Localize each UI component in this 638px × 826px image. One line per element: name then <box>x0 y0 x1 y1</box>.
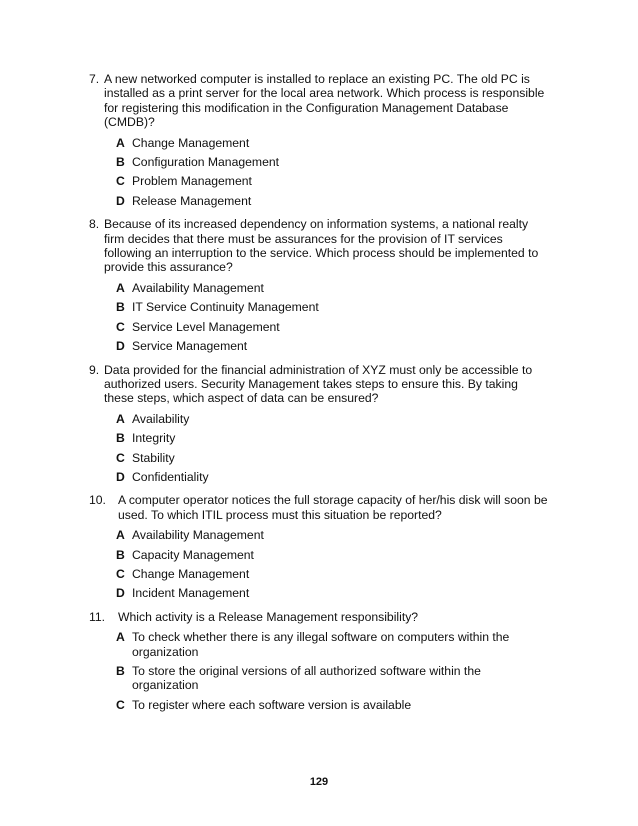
answer-option-c <box>116 174 549 188</box>
option-letter: A <box>116 528 125 543</box>
question-11 <box>89 610 549 712</box>
option-text: Incident Management <box>132 586 250 601</box>
option-letter: B <box>116 300 125 315</box>
question-text: A computer operator notices the full storage capacity of her/his disk will soon be used. To which ITIL process must this situation be reported? <box>118 493 548 522</box>
answer-option-b <box>116 664 549 693</box>
option-text: Integrity <box>132 431 176 446</box>
question-text: A new networked computer is installed to replace an existing PC. The old PC is installed as a print server for the local area network. Which process is responsible for registering this modification in the Configuration Management Database (CMDB)? <box>104 72 545 130</box>
question-stem <box>89 217 549 275</box>
answer-option-a <box>116 136 549 150</box>
question-text: Data provided for the financial administration of XYZ must only be accessible to authorized users. Security Management takes steps to ensure this. By taking these steps, which aspect of data can be ensured? <box>104 362 533 406</box>
question-number: 7. <box>89 72 100 86</box>
question-10 <box>89 493 549 600</box>
answer-options <box>89 630 549 712</box>
answer-option-b <box>116 548 549 562</box>
question-7 <box>89 72 549 208</box>
option-text: To store the original versions of all authorized software within the organization <box>132 664 481 693</box>
option-letter: B <box>116 155 125 170</box>
answer-option-c <box>116 698 549 712</box>
option-text: Stability <box>132 450 175 465</box>
option-letter: A <box>116 630 125 645</box>
option-text: To register where each software version is available <box>132 697 412 712</box>
option-letter: B <box>116 664 125 678</box>
option-letter: C <box>116 697 125 712</box>
question-list <box>89 72 549 721</box>
answer-options <box>89 136 549 209</box>
question-stem <box>89 72 549 130</box>
option-letter: C <box>116 174 125 189</box>
option-letter: C <box>116 566 125 581</box>
question-text: Because of its increased dependency on information systems, a national realty firm decides that there must be assurances for the provision of IT services following an interruption to the service. Which process should be implemented to provide this assurance? <box>104 217 539 275</box>
option-text: Service Level Management <box>132 319 280 334</box>
option-text: Confidentiality <box>132 469 209 484</box>
option-text: Availability <box>132 411 190 426</box>
option-letter: C <box>116 450 125 465</box>
option-text: Service Management <box>132 339 248 354</box>
option-text: Problem Management <box>132 174 252 189</box>
option-text: Capacity Management <box>132 547 254 562</box>
question-8 <box>89 217 549 353</box>
answer-options <box>89 528 549 601</box>
question-stem <box>89 610 549 624</box>
option-letter: B <box>116 431 125 446</box>
answer-option-d <box>116 339 549 353</box>
option-letter: D <box>116 193 125 208</box>
option-text: Configuration Management <box>132 155 280 170</box>
option-letter: D <box>116 469 125 484</box>
answer-option-b <box>116 155 549 169</box>
answer-option-a <box>116 281 549 295</box>
answer-options <box>89 281 549 354</box>
answer-option-c <box>116 320 549 334</box>
option-letter: B <box>116 547 125 562</box>
answer-option-c <box>116 567 549 581</box>
answer-option-b <box>116 431 549 445</box>
answer-option-c <box>116 451 549 465</box>
question-number: 11. <box>89 609 106 624</box>
answer-option-a <box>116 630 549 659</box>
option-letter: A <box>116 135 125 150</box>
answer-option-d <box>116 586 549 600</box>
option-text: Availability Management <box>132 528 264 543</box>
option-letter: D <box>116 586 125 601</box>
answer-option-d <box>116 194 549 208</box>
answer-option-d <box>116 470 549 484</box>
page-number: 129 <box>309 776 329 788</box>
option-letter: D <box>116 339 125 354</box>
option-text: To check whether there is any illegal software on computers within the organization <box>132 630 510 659</box>
question-text: Which activity is a Release Management responsibility? <box>118 609 419 624</box>
answer-option-b <box>116 300 549 314</box>
question-number: 10. <box>89 493 106 508</box>
option-text: Release Management <box>132 193 252 208</box>
option-text: Change Management <box>132 135 250 150</box>
answer-option-a <box>116 412 549 426</box>
option-letter: A <box>116 280 125 295</box>
option-text: Change Management <box>132 566 250 581</box>
answer-option-a <box>116 528 549 542</box>
option-letter: A <box>116 411 125 426</box>
answer-options <box>89 412 549 485</box>
question-stem <box>89 363 549 406</box>
question-stem <box>89 493 549 522</box>
question-number: 9. <box>89 362 100 377</box>
option-text: Availability Management <box>132 280 264 295</box>
option-letter: C <box>116 319 125 334</box>
question-9 <box>89 363 549 485</box>
question-number: 8. <box>89 217 100 232</box>
option-text: IT Service Continuity Management <box>132 300 319 315</box>
